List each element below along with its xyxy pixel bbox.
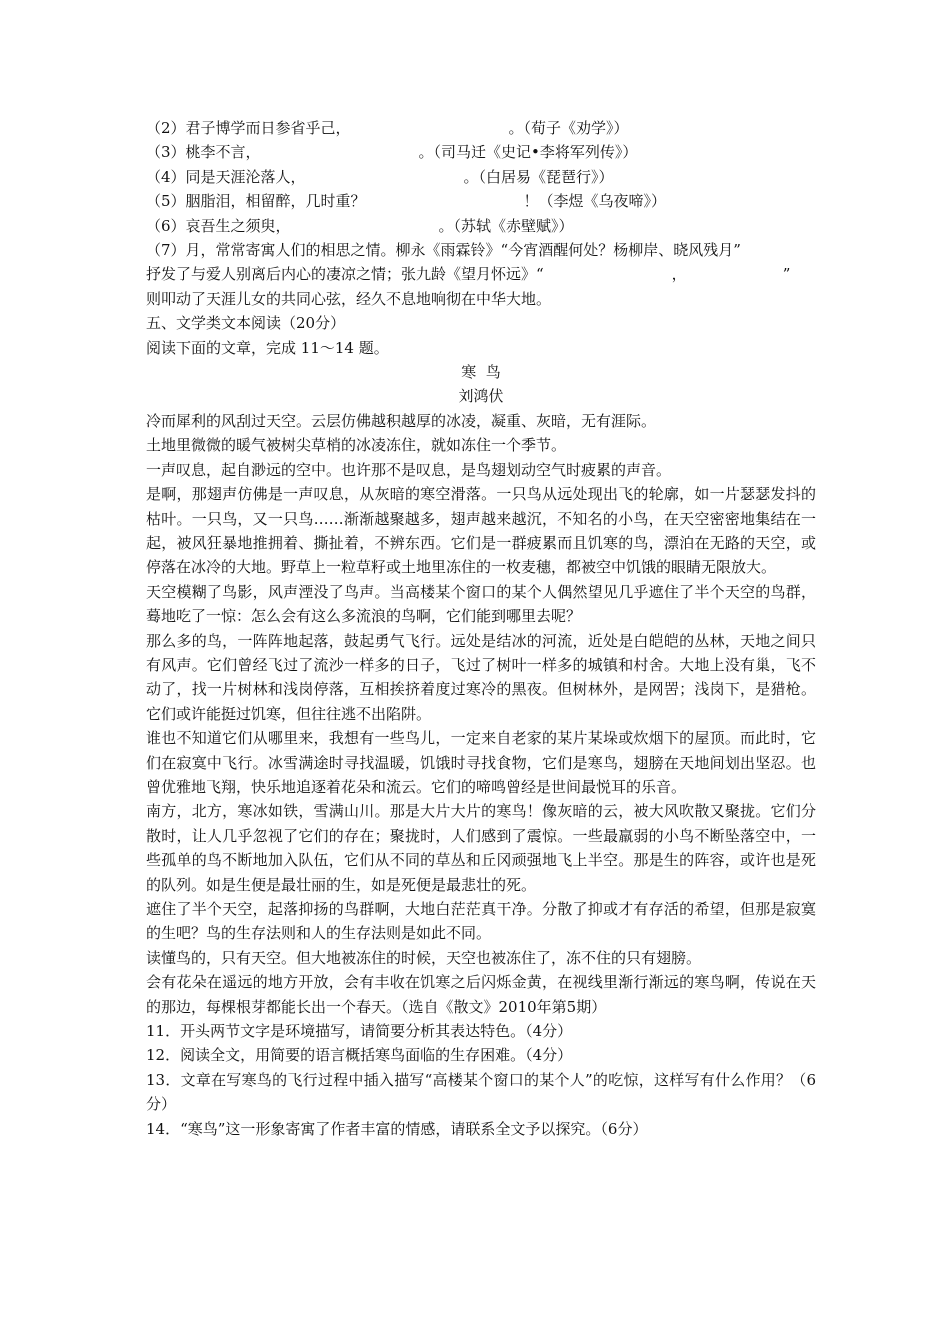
article-paragraph: 土地里微微的暖气被树尖草梢的冰凌冻住，就如冻住一个季节。 [146, 436, 567, 455]
article-paragraph: 南方，北方，寒冰如铁，雪满山川。那是大片大片的寒鸟！像灰暗的云，被大风吹散又聚拢。它们分散时，让人几乎忽视了它们的存在；聚拢时，人们感到了震惊。一些最羸弱的小鸟不断坠落空中，一些孤单的鸟不断地加入队伍，它们从不同的草丛和丘冈顽强地飞上半空。那是生的阵容，或许也是死的队列。如是生便是最壮丽的生，如是死便是最悲壮的死。 [146, 802, 816, 894]
question-13: 13．文章在写寒鸟的飞行过程中插入描写“高楼某个窗口的某个人”的吃惊，这样写有什么作用？（6分） [146, 1070, 816, 1114]
question-11: 11．开头两节文字是环境描写，请简要分析其表达特色。（4分） [146, 1022, 573, 1041]
fill-in-line-3 [146, 140, 816, 164]
article-paragraph: 谁也不知道它们从哪里来，我想有一些鸟儿，一定来自老家的某片某垛或炊烟下的屋顶。而此时，它们在寂寞中飞行。冰雪满途时寻找温暖，饥饿时寻找食物，它们是寒鸟，翅膀在天地间划出坚忍。也曾优雅地飞翔，快乐地追逐着花朵和流云。它们的啼鸣曾经是世间最悦耳的乐音。 [146, 729, 816, 796]
article-paragraph: 那么多的鸟，一阵阵地起落，鼓起勇气飞行。远处是结冰的河流，近处是白皑皑的丛林，天地之间只有风声。它们曾经飞过了流沙一样多的日子，飞过了树叶一样多的城镇和村舍。大地上没有巢，飞不动了，找一片树林和浅岗停落，互相挨挤着度过寒冷的黑夜。但树林外，是网罟；浅岗下，是猎枪。它们或许能挺过饥寒，但往往逃不出陷阱。 [146, 631, 816, 723]
article-paragraph: 一声叹息，起自渺远的空中。也许那不是叹息，是鸟翅划动空气时疲累的声音。 [146, 460, 672, 479]
fill-in-prompt: （3）桃李不言， [146, 143, 261, 162]
article-author: 刘鸿伏 [458, 387, 504, 406]
q7-line-3: 则叩动了天涯儿女的共同心弦，经久不息地响彻在中华大地。 [146, 289, 552, 308]
fill-in-source: ！（李煜《乌夜啼》） [523, 192, 667, 211]
q7-comma: ， [671, 265, 687, 284]
article-paragraph: 是啊，那翅声仿佛是一声叹息，从灰暗的寒空滑落。一只鸟从远处现出飞的轮廓，如一片瑟瑟发抖的枯叶。一只鸟，又一只鸟……渐渐越聚越多，翅声越来越沉，不知名的小鸟，在天空密密地集结在一起，被风狂暴地推拥着、撕扯着，不辨东西。它们是一群疲累而且饥寒的鸟，漂泊在无路的天空，或停落在冰冷的大地。野草上一粒草籽或土地里冻住的一枚麦穗，都被空中饥饿的眼睛无限放大。 [146, 485, 816, 577]
article-title: 寒 鸟 [461, 363, 501, 382]
fill-in-source: 。（荀子《劝学》） [508, 119, 629, 137]
fill-in-prompt: （5）胭脂泪，相留醉，几时重？ [146, 192, 366, 211]
article-paragraph: 读懂鸟的，只有天空。但大地被冻住的时候，天空也被冻住了，冻不住的只有翅膀。 [146, 948, 702, 967]
question-14: 14．“寒鸟”这一形象寄寓了作者丰富的情感，请联系全文予以探究。（6分） [146, 1119, 648, 1138]
fill-in-source: 。（苏轼《赤壁赋》） [438, 216, 574, 235]
article-paragraph: 冷而犀利的风刮过天空。云层仿佛越积越厚的冰凌，凝重、灰暗，无有涯际。 [146, 411, 657, 430]
fill-in-source: 。（司马迁《史记•李将军列传》） [418, 143, 638, 162]
fill-in-prompt: （2）君子博学而日参省乎己， [146, 119, 351, 137]
q7-text: 抒发了与爱人别离后内心的凄凉之情；张九龄《望月怀远》“ [146, 265, 544, 284]
fill-in-line-6 [146, 214, 816, 238]
section-instruction: 阅读下面的文章，完成 11～14 题。 [146, 338, 389, 357]
fill-in-prompt: （6）哀吾生之须臾， [146, 216, 291, 235]
fill-in-line-5 [146, 189, 816, 213]
article-paragraph: 会有花朵在遥远的地方开放，会有丰收在饥寒之后闪烁金黄，在视线里渐行渐远的寒鸟啊，传说在天的那边，每棵根芽都能长出一个春天。（选自《散文》2010年第5期） [146, 973, 816, 1016]
q7-close-quote: ” [782, 265, 791, 284]
fill-in-prompt: （4）同是天涯沦落人， [146, 167, 306, 186]
fill-in-line-4 [146, 165, 816, 189]
article-paragraph: 天空模糊了鸟影，风声湮没了鸟声。当高楼某个窗口的某个人偶然望见几乎遮住了半个天空的鸟群，蓦地吃了一惊：怎么会有这么多流浪的鸟啊，它们能到哪里去呢？ [146, 582, 816, 626]
section-heading: 五、文学类文本阅读（20分） [146, 314, 346, 333]
fill-in-source: 。（白居易《琵琶行》） [463, 167, 614, 186]
q7-line-1: （7）月，常常寄寓人们的相思之情。柳永《雨霖铃》“今宵酒醒何处？杨柳岸、晓风残月” [146, 241, 741, 260]
article-paragraph: 遮住了半个天空，起落抑扬的鸟群啊，大地白茫茫真干净。分散了抑或才有存活的希望，但那是寂寞的生吧？鸟的生存法则和人的生存法则是如此不同。 [146, 900, 816, 943]
q7-line-2 [146, 262, 816, 286]
fill-in-line-2 [146, 116, 816, 140]
document-page [146, 116, 816, 1141]
question-12: 12．阅读全文，用简要的语言概括寒鸟面临的生存困难。（4分） [146, 1046, 573, 1065]
